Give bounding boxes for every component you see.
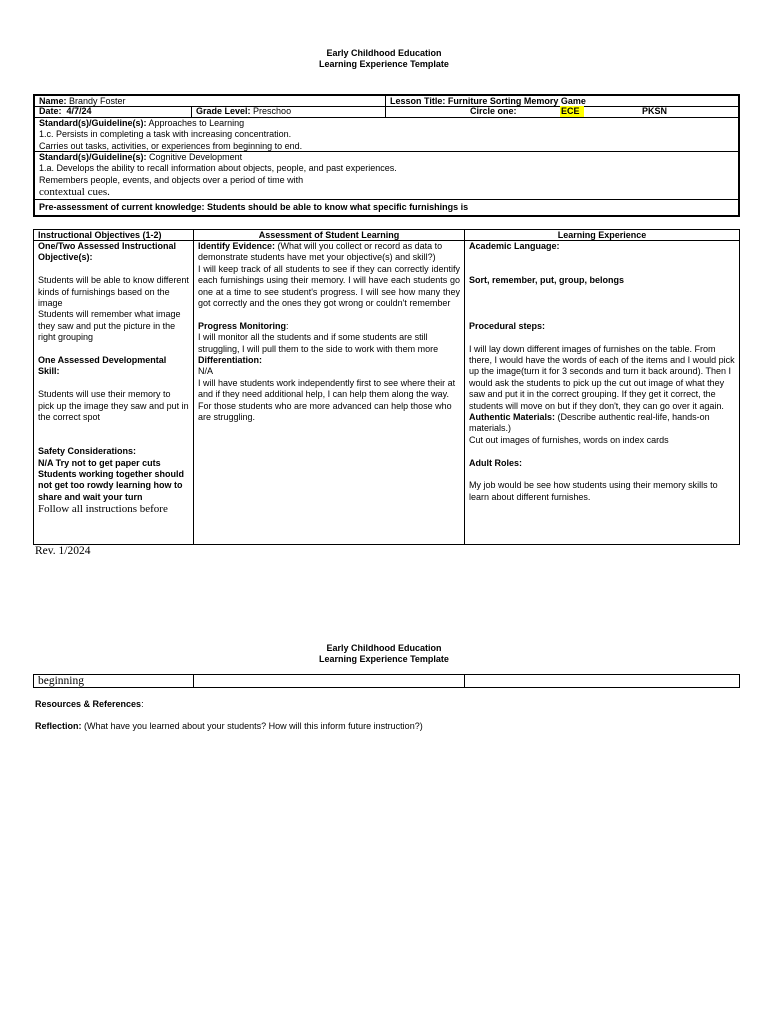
- page2-header-title: Early Childhood Education: [326, 643, 442, 653]
- safety-title: Safety Considerations:: [38, 446, 137, 457]
- revision-footer: Rev. 1/2024: [35, 545, 91, 557]
- lesson-plan-table: [33, 229, 740, 545]
- academic-language-title: Academic Language:: [469, 241, 560, 251]
- standard-approaches-to-learning: Standard(s)/Guideline(s): Approaches to Learning 1.c. Persists in completing a task with increasing concentration. Carries out tasks, activities, or experiences from beginning to end.: [39, 118, 303, 151]
- circle-one-field: Circle one: ECE PKSN: [470, 106, 668, 116]
- column-header-objectives: Instructional Objectives (1-2): [38, 230, 162, 240]
- progress-monitoring: Progress Monitoring:: [198, 320, 289, 331]
- grade-level-field: Grade Level: Preschoo: [196, 106, 292, 116]
- lesson-title-field: Lesson Title: Furniture Sorting Memory Game: [390, 96, 586, 106]
- lesson-info-box: [33, 94, 740, 217]
- safety-extra: Follow all instructions before: [38, 503, 168, 516]
- academic-language-words: Sort, remember, put, group, belongs: [469, 275, 625, 286]
- page-header-subtitle: Learning Experience Template: [319, 59, 449, 69]
- circle-ece-option: ECE: [560, 106, 584, 117]
- procedural-steps-title: Procedural steps:: [469, 320, 546, 331]
- developmental-skill-title: One Assessed Developmental Skill:: [38, 355, 167, 377]
- authentic-materials: Authentic Materials: (Describe authentic real-life, hands-on materials.): [469, 412, 710, 434]
- objective-text-2: Students will remember what image they saw and put the picture in the right grouping: [38, 309, 181, 343]
- continuation-cell: beginning: [38, 675, 84, 687]
- safety-text: N/A Try not to get paper cuts Students working together should not get too rowdy learning how to share and wait your turn: [38, 457, 184, 502]
- page2-header-subtitle: Learning Experience Template: [319, 654, 449, 664]
- evidence-text: I will keep track of all students to see if they can correctly identify each furnishings using their memory. I will have each students go one at a time to see student's progress. I will see how many they got correctly and the ones they got wrong or couldn't remember: [198, 263, 460, 309]
- adult-roles-title: Adult Roles:: [469, 457, 522, 468]
- learning-experience-column: [465, 241, 739, 543]
- date-field: Date: 4/7/24: [39, 106, 92, 116]
- objectives-title: One/Two Assessed Instructional Objective(s):: [38, 241, 177, 263]
- reflection: Reflection: (What have you learned about your students? How will this inform future instruction?): [35, 721, 423, 731]
- differentiation-na: N/A: [198, 366, 214, 377]
- resources-references: Resources & References:: [35, 699, 144, 709]
- differentiation-text: I will have students work independently first to see where their at and if they need additional help, I can help them along the way. For those students who are more advanced can help those who are struggling.: [198, 377, 456, 423]
- circle-pksn-option: PKSN: [642, 106, 668, 116]
- authentic-materials-text: Cut out images of furnishes, words on index cards: [469, 434, 669, 445]
- objective-text-1: Students will be able to know different kinds of furnishings based on the image: [38, 275, 189, 309]
- identify-evidence: Identify Evidence: (What will you collect or record as data to demonstrate students have met your objective(s) and skill?): [198, 241, 443, 263]
- assessment-column: [194, 241, 464, 543]
- developmental-skill-text: Students will use their memory to pick up the image they saw and put in the correct spot: [38, 389, 189, 423]
- differentiation-title: Differentiation:: [198, 355, 262, 366]
- standard-cognitive-development: Standard(s)/Guideline(s): Cognitive Development 1.a. Develops the ability to recall information about objects, people, and past experiences. Remembers people, events, and objects over a period of time with contextual cues.: [39, 152, 397, 199]
- continuation-table-row: [33, 674, 740, 688]
- name-field: Name: Brandy Foster: [39, 96, 126, 106]
- progress-text: I will monitor all the students and if some students are still struggling, I will pull them to the side to work with them more: [198, 332, 439, 354]
- page-header-title: Early Childhood Education: [326, 48, 442, 58]
- objectives-column: [34, 241, 193, 543]
- adult-roles-text: My job would be see how students using their memory skills to learn about different furnishes.: [469, 480, 718, 502]
- procedural-steps-text: I will lay down different images of furnishes on the table. From there, I would have the words of each of the items and I would pick up the image(turn it for 3 seconds and turn it back around). Then I would ask the students to pick up the cut out image of what they saw and put it in the correct grouping. If they get it correct, the students will move on but if they don't, they can go over it again.: [469, 343, 735, 411]
- column-header-assessment: Assessment of Student Learning: [258, 230, 400, 240]
- pre-assessment: Pre-assessment of current knowledge: Students should be able to know what specific furnishings is: [39, 202, 469, 212]
- column-header-learning-experience: Learning Experience: [557, 230, 647, 240]
